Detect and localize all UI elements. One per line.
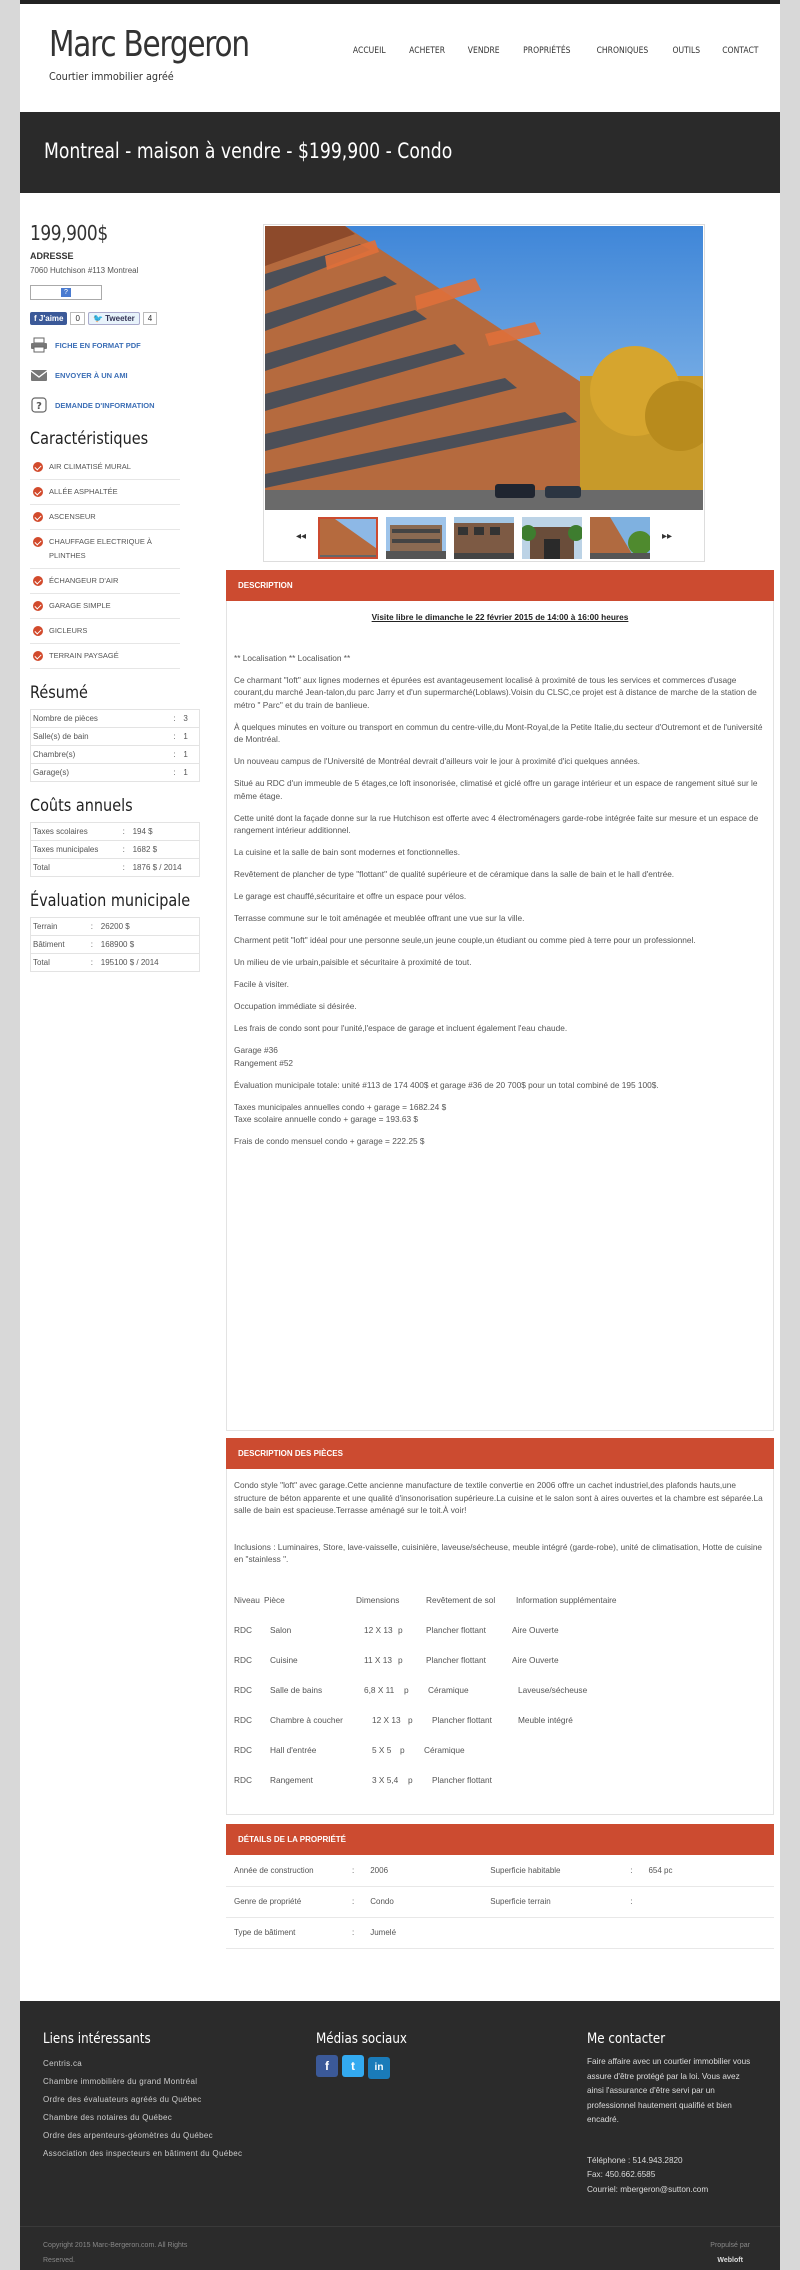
footer-social-column [316, 2031, 476, 2079]
footer-contact-heading: Me contacter [587, 2031, 666, 2047]
column-header: Niveau [234, 1595, 260, 1606]
footer-link[interactable]: Chambre des notaires du Québec [43, 2113, 173, 2122]
description-paragraph: Frais de condo mensuel condo + garage = 222.25 $ [234, 1136, 425, 1146]
room-dimensions: 12 X 13 [372, 1715, 401, 1726]
pdf-link[interactable]: FICHE EN FORMAT PDF [55, 340, 141, 350]
description-paragraph: Le garage est chauffé,sécuritaire et offre un espace pour vélos. [234, 891, 467, 901]
separator: : [121, 823, 131, 841]
room-name: Salon [270, 1625, 292, 1636]
room-name: Chambre à coucher [270, 1715, 343, 1726]
summary-value: 1 [181, 728, 199, 746]
tweet-label: Tweeter [105, 314, 135, 323]
table-row [234, 1616, 766, 1646]
contact-text: Faire affaire avec un courtier immobilier vous assure d'être protégé par la loi. Vous avez ainsi l'assurance d'être servi par un professionnel hautement qualifié et bien encadré. [587, 2057, 751, 2124]
detail-value [640, 1917, 774, 1948]
room-unit: p [398, 1625, 403, 1636]
room-level: RDC [234, 1625, 252, 1636]
contact-phone: Téléphone : 514.943.2820 [587, 2155, 683, 2165]
description-text [227, 601, 773, 1148]
check-icon [33, 651, 43, 661]
nav-proprietes[interactable]: PROPRIÉTÉS [523, 46, 571, 56]
room-unit: p [408, 1775, 413, 1786]
table-row [234, 1646, 766, 1676]
room-dimensions: 12 X 13 [364, 1625, 393, 1636]
evaluation-heading: Évaluation municipale [30, 891, 191, 911]
listing-price: 199,900$ [30, 221, 108, 245]
footer-links-heading: Liens intéressants [43, 2031, 151, 2047]
description-paragraph: Situé au RDC d'un immeuble de 5 étages,ce loft insonorisée, climatisé et giclé offre un garage intérieur et un espace de rangement situé sur le même étage. [234, 778, 758, 801]
social-icons [316, 2055, 476, 2079]
footer-social-heading: Médias sociaux [316, 2031, 407, 2047]
description-paragraph: Facile à visiter. [234, 979, 289, 989]
room-unit: p [408, 1715, 413, 1726]
facebook-like-label: J'aime [38, 314, 64, 323]
question-icon [30, 397, 48, 413]
page-title-bar [20, 112, 780, 193]
detail-key: Année de construction [226, 1855, 344, 1886]
room-info: Aire Ouverte [512, 1625, 559, 1636]
table-row [31, 918, 200, 936]
description-paragraph: Occupation immédiate si désirée. [234, 1001, 357, 1011]
table-row [31, 746, 200, 764]
footer-divider [20, 2226, 780, 2227]
table-row [234, 1706, 766, 1736]
footer-link[interactable]: Centris.ca [43, 2059, 83, 2068]
contact-fax: Fax: 450.662.6585 [587, 2170, 656, 2179]
table-row [31, 859, 200, 877]
rooms-text [227, 1469, 773, 1806]
footer-link[interactable]: Association des inspecteurs en bâtiment du Québec [43, 2149, 243, 2158]
room-unit: p [404, 1685, 409, 1696]
address-value: 7060 Hutchison #113 Montreal [30, 266, 139, 275]
detail-key [482, 1917, 622, 1948]
column-header: Revêtement de sol [426, 1595, 496, 1606]
detail-value: Condo [362, 1886, 482, 1917]
detail-value: Jumelé [362, 1917, 482, 1948]
room-name: Rangement [270, 1775, 313, 1786]
description-paragraph: ** Localisation ** Localisation ** [234, 652, 351, 663]
room-flooring: Céramique [428, 1685, 469, 1696]
room-name: Salle de bains [270, 1685, 323, 1696]
eval-value: 26200 $ [99, 918, 200, 936]
footer-link[interactable]: Ordre des évaluateurs agréés du Québec [43, 2095, 202, 2104]
evaluation-table [30, 917, 200, 972]
table-row [226, 1886, 774, 1917]
send-friend-link[interactable]: ENVOYER À UN AMI [55, 370, 128, 380]
summary-value: 1 [181, 746, 199, 764]
description-paragraph: Les frais de condo sont pour l'unité,l'espace de garage et incluent également l'eau chaude. [234, 1023, 568, 1033]
separator: : [171, 746, 181, 764]
separator: : [344, 1917, 362, 1948]
facebook-like-count: 0 [70, 312, 84, 325]
site-logo-name[interactable]: Marc Bergeron [49, 24, 249, 65]
nav-contact[interactable]: CONTACT [722, 46, 759, 56]
photo-gallery [263, 224, 705, 562]
copyright: Copyright 2015 Marc-Bergeron.com. All Rights Reserved. [43, 2242, 188, 2264]
linkedin-icon[interactable]: in [368, 2057, 390, 2079]
eval-value: 168900 $ [99, 936, 200, 954]
tweet-button[interactable]: 🐦 Tweeter [88, 312, 140, 325]
summary-key: Chambre(s) [31, 746, 172, 764]
details-header: DÉTAILS DE LA PROPRIÉTÉ [226, 1824, 774, 1855]
room-name: Cuisine [270, 1655, 298, 1666]
description-paragraph: Un milieu de vie urbain,paisible et sécuritaire à proximité de tout. [234, 957, 472, 967]
details-table [226, 1855, 774, 1949]
check-icon [33, 512, 43, 522]
room-dimensions: 3 X 5,4 [372, 1775, 399, 1786]
separator: : [121, 841, 131, 859]
separator: : [171, 710, 181, 728]
table-row [31, 841, 200, 859]
check-icon [33, 462, 43, 472]
table-row [31, 764, 200, 782]
address-label: ADRESSE [30, 251, 74, 261]
powered-by [710, 2238, 750, 2268]
room-unit: p [398, 1655, 403, 1666]
feature-label: CHAUFFAGE ELECTRIQUE À PLINTHES [49, 537, 152, 560]
cost-value: 194 $ [131, 823, 200, 841]
table-row [31, 710, 200, 728]
room-dimensions: 6,8 X 11 [364, 1685, 395, 1696]
rooms-header: DESCRIPTION DES PIÈCES [226, 1438, 774, 1469]
tweet-count: 4 [143, 312, 157, 325]
description-paragraph: Ce charmant "loft" aux lignes modernes et épurées est avantageusement localisé à proximité de tous les services et commerces d'usage courant,du marché Jean-talon,du parc Jarry et d'un supermarché(Loblaws).Voisin du CLSC,ce projet est à distance de marche de la station de métro " Parc" et du train de banlieue. [234, 674, 757, 710]
summary-key: Salle(s) de bain [31, 728, 172, 746]
rating-value: ? [61, 288, 71, 297]
twitter-icon[interactable]: t [342, 2055, 364, 2077]
table-row [234, 1766, 766, 1796]
feature-item [30, 644, 180, 669]
table-row [31, 728, 200, 746]
table-row [234, 1676, 766, 1706]
detail-key: Type de bâtiment [226, 1917, 344, 1948]
separator: : [121, 859, 131, 877]
summary-value: 3 [181, 710, 199, 728]
gallery-prev-arrow[interactable]: ◂◂ [296, 531, 307, 542]
footer-contact-column [587, 2031, 757, 2197]
column-header: Dimensions [356, 1595, 400, 1606]
check-icon [33, 626, 43, 636]
feature-item [30, 594, 180, 619]
separator: : [622, 1886, 640, 1917]
separator: : [89, 936, 99, 954]
description-panel [226, 601, 774, 1431]
room-name: Hall d'entrée [270, 1745, 317, 1756]
room-dimensions: 5 X 5 [372, 1745, 392, 1756]
printer-icon [30, 337, 48, 353]
description-paragraph: Cette unité dont la façade donne sur la rue Hutchison est offerte avec 4 électroménagers garde-robe intégrée faite sur mesure et un espace de rangement intérieur additionnel. [234, 812, 759, 835]
description-paragraph: Évaluation municipale totale: unité #113 de 174 400$ et garage #36 de 20 700$ pour un total combiné de 195 100$. [234, 1079, 659, 1090]
summary-key: Garage(s) [31, 764, 172, 782]
main-property-photo[interactable] [265, 226, 703, 510]
facebook-like-button[interactable]: f J'aime [30, 312, 67, 325]
main-content [20, 193, 780, 2001]
cost-value: 1876 $ / 2014 [131, 859, 200, 877]
svg-text:?: ? [36, 401, 42, 412]
check-icon [33, 537, 43, 547]
room-flooring: Plancher flottant [426, 1655, 486, 1666]
separator [622, 1917, 640, 1948]
envelope-icon [30, 367, 48, 383]
site-footer [20, 2001, 780, 2270]
room-flooring: Plancher flottant [426, 1625, 486, 1636]
check-icon [33, 487, 43, 497]
description-paragraph: Garage #36 Rangement #52 [234, 1045, 294, 1068]
nav-outils[interactable]: OUTILS [672, 46, 700, 56]
footer-link[interactable]: Ordre des arpenteurs-géomètres du Québec [43, 2131, 213, 2140]
features-heading: Caractéristiques [30, 429, 149, 449]
table-row [234, 1736, 766, 1766]
thumbnail-5[interactable] [590, 517, 650, 559]
thumbnail-2[interactable] [386, 517, 446, 559]
info-request-action[interactable] [30, 395, 210, 415]
cost-key: Total [31, 859, 121, 877]
column-header: Information supplémentaire [516, 1595, 617, 1606]
room-info: Meuble intégré [518, 1715, 573, 1726]
feature-label: ÉCHANGEUR D'AIR [49, 576, 119, 585]
separator: : [622, 1855, 640, 1886]
room-info: Laveuse/sécheuse [518, 1685, 588, 1696]
nav-accueil[interactable]: ACCUEIL [352, 46, 386, 56]
description-header: DESCRIPTION [226, 570, 774, 601]
table-row [31, 954, 200, 972]
room-flooring: Céramique [424, 1745, 465, 1756]
feature-label: ALLÉE ASPHALTÉE [49, 487, 118, 496]
powered-label: Propulsé par [710, 2242, 750, 2249]
detail-value [640, 1886, 774, 1917]
costs-table [30, 822, 200, 877]
feature-label: GARAGE SIMPLE [49, 601, 111, 610]
summary-heading: Résumé [30, 683, 88, 703]
footer-link[interactable]: Chambre immobilière du grand Montréal [43, 2077, 198, 2086]
contact-email[interactable]: Courriel: mbergeron@sutton.com [587, 2184, 709, 2194]
description-paragraph: La cuisine et la salle de bain sont modernes et fonctionnelles. [234, 847, 461, 857]
rooms-inclusions: Inclusions : Luminaires, Store, lave-vaisselle, cuisinière, laveuse/sécheuse, meuble intégré (garde-robe), unité de climatisation, Hotte de cuisine en "stainless ". [234, 1541, 763, 1564]
summary-table [30, 709, 200, 782]
costs-heading: Coûts annuels [30, 796, 133, 816]
room-level: RDC [234, 1655, 252, 1666]
column-header: Pièce [264, 1595, 285, 1606]
cost-key: Taxes scolaires [31, 823, 121, 841]
room-level: RDC [234, 1745, 252, 1756]
table-row [31, 936, 200, 954]
detail-key: Superficie terrain [482, 1886, 622, 1917]
rooms-table [234, 1586, 766, 1796]
gallery-next-arrow[interactable]: ▸▸ [662, 531, 673, 542]
page-title: Montreal - maison à vendre - $199,900 - Condo [44, 139, 453, 163]
feature-item [30, 505, 180, 530]
eval-value: 195100 $ / 2014 [99, 954, 200, 972]
separator: : [344, 1855, 362, 1886]
thumbnail-4[interactable] [522, 517, 582, 559]
thumbnail-1[interactable] [318, 517, 378, 559]
description-paragraph: À quelques minutes en voiture ou transport en commun du centre-ville,du Mont-Royal,de la Petite Italie,du secteur d'Outremont et de l'université de Montréal. [234, 721, 763, 744]
powered-brand[interactable]: Webloft [717, 2257, 743, 2264]
check-icon [33, 576, 43, 586]
site-tagline: Courtier immobilier agréé [49, 70, 174, 83]
description-paragraph: Un nouveau campus de l'Université de Montréal devrait d'ailleurs voir le jour à proximité d'ici quelques années. [234, 756, 640, 766]
open-house-headline: Visite libre le dimanche le 22 février 2015 de 14:00 à 16:00 heures [371, 612, 629, 622]
facebook-icon[interactable]: f [316, 2055, 338, 2077]
rooms-intro: Condo style "loft" avec garage.Cette ancienne manufacture de textile convertie en 2006 offre un cachet industriel,des plafonds hauts,une structure de béton apparente et une qualité d'insonorisation supérieure.La cuisine et le salon sont à aires ouvertes et la chambre est séparée.La salle de bain est spacieuse.Terrasse aménagé sur le toit.À voir! [234, 1480, 763, 1515]
cost-value: 1682 $ [131, 841, 200, 859]
pdf-action[interactable] [30, 335, 210, 355]
description-paragraph: Charment petit "loft" idéal pour une personne seule,un jeune couple,un étudiant ou comme pied à terre pour un professionnel. [234, 935, 696, 945]
eval-key: Total [31, 954, 89, 972]
detail-value: 2006 [362, 1855, 482, 1886]
rooms-panel [226, 1469, 774, 1815]
room-flooring: Plancher flottant [432, 1775, 492, 1786]
site-header [20, 4, 780, 112]
table-row [226, 1855, 774, 1886]
description-paragraph: Terrasse commune sur le toit aménagée et meublée offrant une vue sur la ville. [234, 913, 525, 923]
feature-label: AIR CLIMATISÉ MURAL [49, 462, 131, 471]
main-nav [341, 46, 770, 56]
feature-item [30, 569, 180, 594]
table-row [226, 1917, 774, 1948]
feature-item [30, 480, 180, 505]
detail-key: Superficie habitable [482, 1855, 622, 1886]
separator: : [89, 918, 99, 936]
thumbnail-strip [264, 513, 704, 561]
nav-acheter[interactable]: ACHETER [408, 46, 445, 56]
info-request-link[interactable]: DEMANDE D'INFORMATION [55, 400, 155, 410]
property-sidebar [30, 221, 210, 972]
separator: : [89, 954, 99, 972]
cost-key: Taxes municipales [31, 841, 121, 859]
separator: : [344, 1886, 362, 1917]
check-icon [33, 601, 43, 611]
room-level: RDC [234, 1775, 252, 1786]
room-dimensions: 11 X 13 [364, 1655, 392, 1666]
feature-item [30, 530, 180, 569]
feature-label: TERRAIN PAYSAGÉ [49, 651, 119, 660]
detail-value: 654 pc [640, 1855, 774, 1886]
eval-key: Terrain [31, 918, 89, 936]
thumbnail-3[interactable] [454, 517, 514, 559]
rooms-table-header [234, 1586, 766, 1616]
description-paragraph: Taxes municipales annuelles condo + garage = 1682.24 $ Taxe scolaire annuelle condo + garage = 193.63 $ [234, 1101, 447, 1124]
rating-widget[interactable] [30, 285, 102, 300]
send-friend-action[interactable] [30, 365, 210, 385]
footer-links-column [43, 2031, 283, 2163]
nav-chroniques[interactable]: CHRONIQUES [596, 46, 649, 56]
feature-label: ASCENSEUR [49, 512, 96, 521]
detail-key: Genre de propriété [226, 1886, 344, 1917]
description-paragraph: Revêtement de plancher de type "flottant" de qualité supérieure et de céramique dans la salle de bain et le hall d'entrée. [234, 869, 675, 879]
separator: : [171, 764, 181, 782]
summary-value: 1 [181, 764, 199, 782]
share-buttons [30, 312, 210, 325]
room-info: Aire Ouverte [512, 1655, 559, 1666]
nav-vendre[interactable]: VENDRE [467, 46, 500, 56]
features-list [30, 455, 180, 669]
table-row [31, 823, 200, 841]
summary-key: Nombre de pièces [31, 710, 172, 728]
feature-label: GICLEURS [49, 626, 88, 635]
room-flooring: Plancher flottant [432, 1715, 492, 1726]
room-level: RDC [234, 1685, 252, 1696]
room-unit: p [400, 1745, 405, 1756]
separator: : [171, 728, 181, 746]
room-level: RDC [234, 1715, 252, 1726]
feature-item [30, 455, 180, 480]
feature-item [30, 619, 180, 644]
eval-key: Bâtiment [31, 936, 89, 954]
